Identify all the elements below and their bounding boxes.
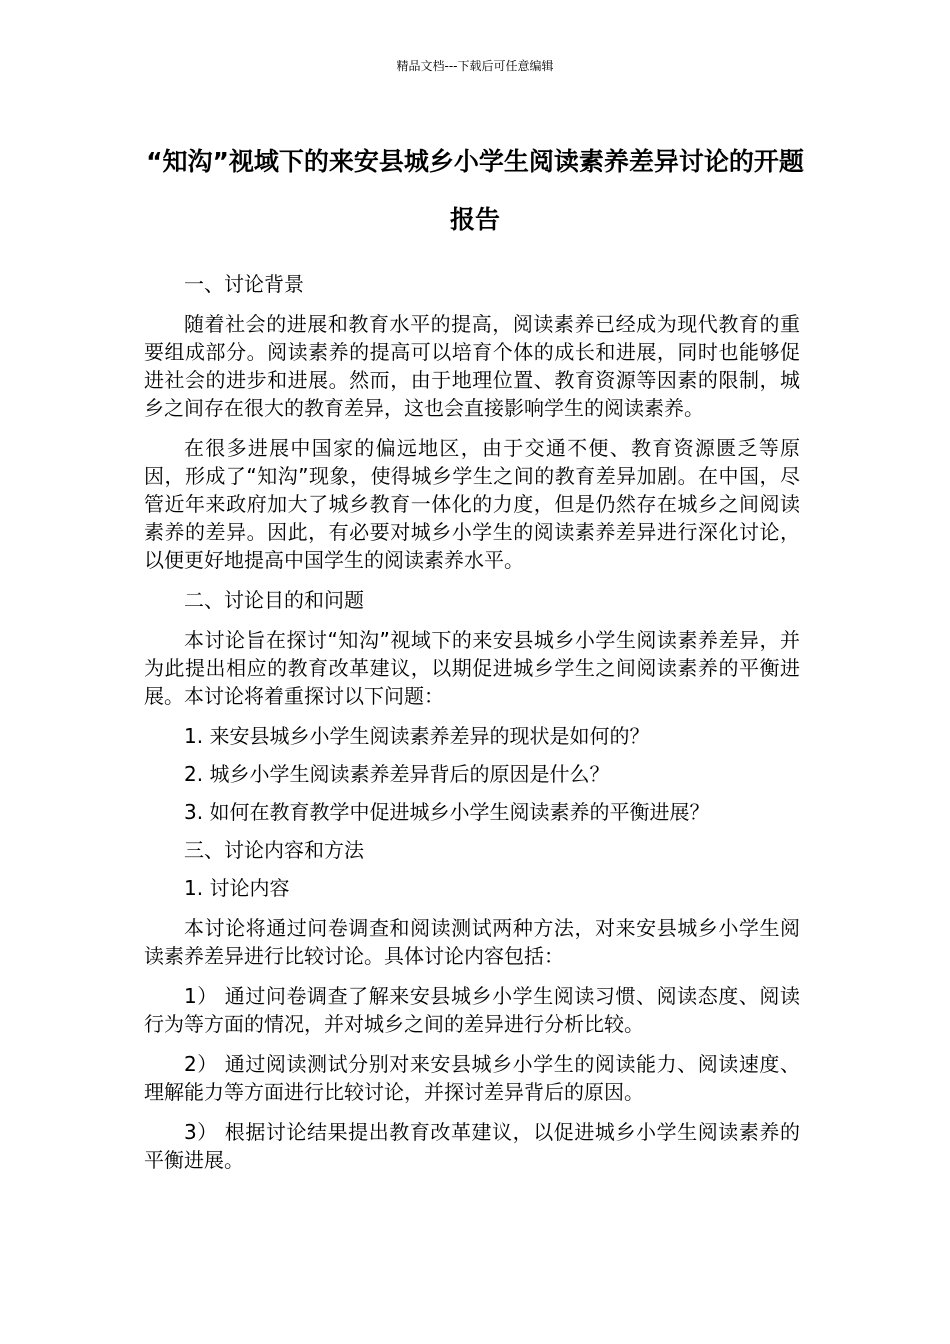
question-item: 3. 如何在教育教学中促进城乡小学生阅读素养的平衡进展？ bbox=[184, 800, 710, 824]
section-heading-background: 一、讨论背景 bbox=[184, 272, 304, 296]
question-item: 1. 来安县城乡小学生阅读素养差异的现状是如何的？ bbox=[184, 724, 650, 748]
document-body bbox=[144, 270, 800, 1186]
content-list-item: 2） 通过阅读测试分别对来安县城乡小学生的阅读能力、阅读速度、理解能力等方面进行比较讨论，并探讨差异背后的原因。 bbox=[144, 1052, 800, 1104]
content-list-item: 3） 根据讨论结果提出教育改革建议，以促进城乡小学生阅读素养的平衡进展。 bbox=[144, 1120, 800, 1172]
page-header: 精品文档---下载后可任意编辑 bbox=[396, 59, 554, 73]
body-paragraph: 随着社会的进展和教育水平的提高，阅读素养已经成为现代教育的重要组成部分。阅读素养的提高可以培育个体的成长和进展，同时也能够促进社会的进步和进展。然而，由于地理位置、教育资源等因素的限制，城乡之间存在很大的教育差异，这也会直接影响学生的阅读素养。 bbox=[144, 312, 800, 420]
document-title: “知沟”视域下的来安县城乡小学生阅读素养差异讨论的开题报告 bbox=[146, 147, 804, 234]
subsection-heading-content: 1. 讨论内容 bbox=[184, 876, 290, 900]
body-paragraph: 本讨论将通过问卷调查和阅读测试两种方法，对来安县城乡小学生阅读素养差异进行比较讨论。具体讨论内容包括： bbox=[144, 916, 800, 968]
content-list-item: 1） 通过问卷调查了解来安县城乡小学生阅读习惯、阅读态度、阅读行为等方面的情况，并对城乡之间的差异进行分析比较。 bbox=[144, 984, 800, 1036]
body-paragraph: 在很多进展中国家的偏远地区，由于交通不便、教育资源匮乏等原因，形成了“知沟”现象，使得城乡学生之间的教育差异加剧。在中国，尽管近年来政府加大了城乡教育一体化的力度，但是仍然存在城乡之间阅读素养的差异。因此，有必要对城乡小学生的阅读素养差异进行深化讨论，以便更好地提高中国学生的阅读素养水平。 bbox=[144, 436, 800, 572]
body-paragraph: 本讨论旨在探讨“知沟”视域下的来安县城乡小学生阅读素养差异，并为此提出相应的教育改革建议，以期促进城乡学生之间阅读素养的平衡进展。本讨论将着重探讨以下问题： bbox=[144, 628, 800, 708]
section-heading-goals: 二、讨论目的和问题 bbox=[184, 588, 364, 612]
section-heading-methods: 三、讨论内容和方法 bbox=[184, 838, 364, 862]
question-item: 2. 城乡小学生阅读素养差异背后的原因是什么？ bbox=[184, 762, 610, 786]
